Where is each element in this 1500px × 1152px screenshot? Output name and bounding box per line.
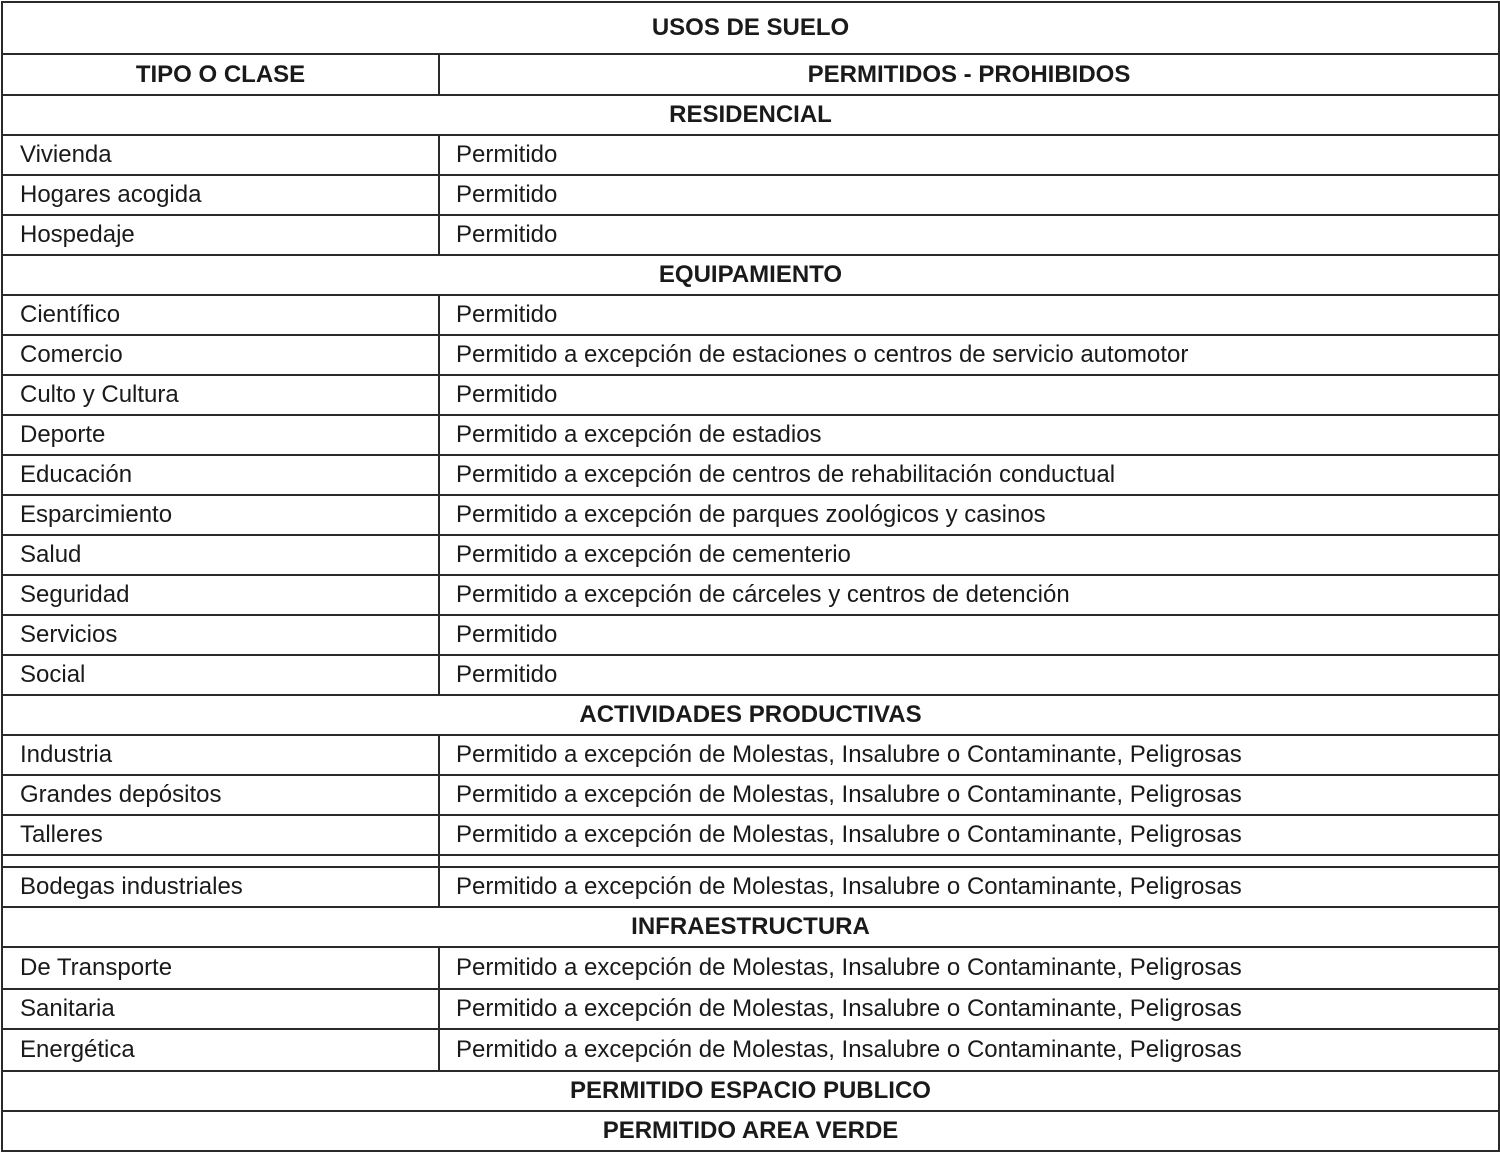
row-status: Permitido a excepción de Molestas, Insalubre o Contaminante, Peligrosas <box>439 735 1499 775</box>
row-status: Permitido a excepción de Molestas, Insalubre o Contaminante, Peligrosas <box>439 947 1499 989</box>
row-type: Energética <box>2 1029 439 1071</box>
table-row <box>2 415 1499 455</box>
table-row <box>2 867 1499 907</box>
row-type: Servicios <box>2 615 439 655</box>
row-status: Permitido a excepción de Molestas, Insalubre o Contaminante, Peligrosas <box>439 989 1499 1029</box>
table-row <box>2 535 1499 575</box>
row-status: Permitido <box>439 375 1499 415</box>
column-header-row <box>2 54 1499 95</box>
row-status: Permitido <box>439 615 1499 655</box>
row-type: Vivienda <box>2 135 439 175</box>
row-type: Sanitaria <box>2 989 439 1029</box>
table-row <box>2 815 1499 855</box>
empty-table-row <box>2 855 1499 867</box>
footer-row-espacio-publico <box>2 1071 1499 1111</box>
row-type: Seguridad <box>2 575 439 615</box>
row-status: Permitido a excepción de cárceles y centros de detención <box>439 575 1499 615</box>
table-row <box>2 175 1499 215</box>
section-title: EQUIPAMIENTO <box>2 255 1499 295</box>
row-type: Salud <box>2 535 439 575</box>
table-row <box>2 335 1499 375</box>
column-header-status: PERMITIDOS - PROHIBIDOS <box>439 54 1499 95</box>
table-title-row <box>2 2 1499 54</box>
row-status: Permitido a excepción de Molestas, Insalubre o Contaminante, Peligrosas <box>439 815 1499 855</box>
row-status: Permitido a excepción de estadios <box>439 415 1499 455</box>
column-header-type: TIPO O CLASE <box>2 54 439 95</box>
section-title: INFRAESTRUCTURA <box>2 907 1499 947</box>
section-row-infraestructura <box>2 907 1499 947</box>
row-type: Deporte <box>2 415 439 455</box>
row-status: Permitido <box>439 215 1499 255</box>
row-status: Permitido <box>439 655 1499 695</box>
row-status: Permitido a excepción de parques zoológicos y casinos <box>439 495 1499 535</box>
row-type: Científico <box>2 295 439 335</box>
footer-label: PERMITIDO AREA VERDE <box>2 1111 1499 1151</box>
empty-cell <box>439 855 1499 867</box>
section-row-actividades-productivas <box>2 695 1499 735</box>
table-row <box>2 495 1499 535</box>
table-row <box>2 735 1499 775</box>
row-status: Permitido <box>439 135 1499 175</box>
row-status: Permitido <box>439 175 1499 215</box>
table-row <box>2 455 1499 495</box>
table-row <box>2 775 1499 815</box>
row-type: Grandes depósitos <box>2 775 439 815</box>
land-use-table <box>1 1 1500 1152</box>
row-type: Hogares acogida <box>2 175 439 215</box>
row-status: Permitido a excepción de centros de rehabilitación conductual <box>439 455 1499 495</box>
row-type: Educación <box>2 455 439 495</box>
table-row <box>2 655 1499 695</box>
row-type: Culto y Cultura <box>2 375 439 415</box>
row-type: Bodegas industriales <box>2 867 439 907</box>
section-title: RESIDENCIAL <box>2 95 1499 135</box>
row-status: Permitido a excepción de cementerio <box>439 535 1499 575</box>
table-row <box>2 215 1499 255</box>
section-row-equipamiento <box>2 255 1499 295</box>
row-type: Talleres <box>2 815 439 855</box>
table-title: USOS DE SUELO <box>2 2 1499 54</box>
row-status: Permitido a excepción de Molestas, Insalubre o Contaminante, Peligrosas <box>439 775 1499 815</box>
row-type: Esparcimiento <box>2 495 439 535</box>
row-status: Permitido a excepción de Molestas, Insalubre o Contaminante, Peligrosas <box>439 1029 1499 1071</box>
table-row <box>2 135 1499 175</box>
row-type: Industria <box>2 735 439 775</box>
row-type: Social <box>2 655 439 695</box>
table-row <box>2 989 1499 1029</box>
row-type: De Transporte <box>2 947 439 989</box>
row-status: Permitido <box>439 295 1499 335</box>
row-type: Hospedaje <box>2 215 439 255</box>
table-row <box>2 295 1499 335</box>
table-row <box>2 615 1499 655</box>
row-status: Permitido a excepción de Molestas, Insalubre o Contaminante, Peligrosas <box>439 867 1499 907</box>
row-status: Permitido a excepción de estaciones o centros de servicio automotor <box>439 335 1499 375</box>
table-row <box>2 375 1499 415</box>
table-row <box>2 947 1499 989</box>
section-title: ACTIVIDADES PRODUCTIVAS <box>2 695 1499 735</box>
table-row <box>2 575 1499 615</box>
row-type: Comercio <box>2 335 439 375</box>
footer-label: PERMITIDO ESPACIO PUBLICO <box>2 1071 1499 1111</box>
footer-row-area-verde <box>2 1111 1499 1151</box>
table-row <box>2 1029 1499 1071</box>
section-row-residencial <box>2 95 1499 135</box>
empty-cell <box>2 855 439 867</box>
